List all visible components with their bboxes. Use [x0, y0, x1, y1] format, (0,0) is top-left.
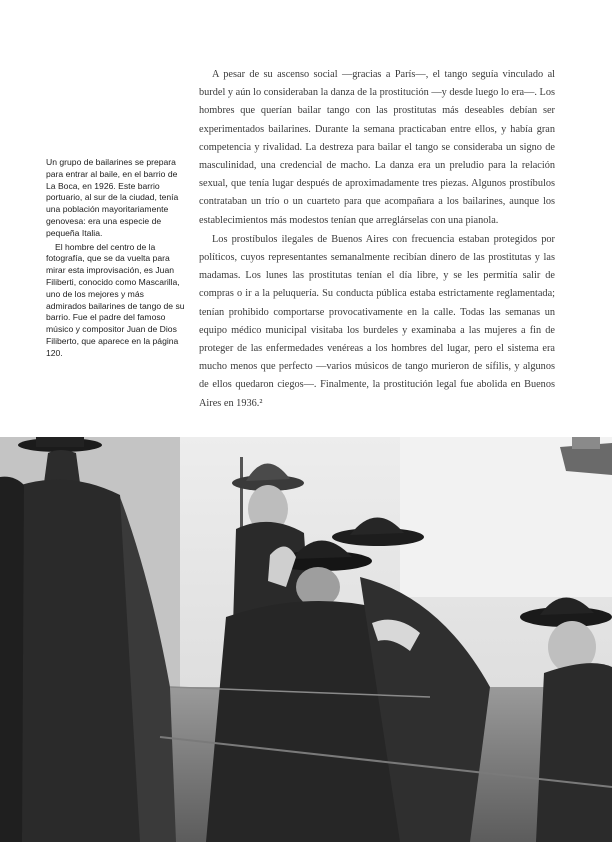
- caption-paragraph-2: El hombre del centro de la fotografía, que se da vuelta para mirar esta improvisación, es Juan Filiberti, conocido como Mascarilla, uno de los mejores y más admirados bailarines de tango de su barrio. Fue el padre del famoso músico y compositor Juan de Dios Filiberto, que aparece en la página 120.: [46, 241, 185, 358]
- caption-paragraph-1: Un grupo de bailarines se prepara para entrar al baile, en el barrio de La Boca, en 1926. Este barrio portuario, al sur de la ciudad, tenía una población mayoritariamente genovesa: era una especie de pequeña Italia.: [46, 157, 179, 238]
- body-paragraph-1: A pesar de su ascenso social —gracias a París—, el tango seguía vinculado al burdel y aún lo consideraban la danza de la prostitución —y desde luego lo era—. Los hombres que querían bailar tango con las prostitutas más deseables debían ser experimentados bailarines. Durante la semana practicaban entre ellos, y había gran competencia y rivalidad. La destreza para bailar el tango se consideraba un signo de masculinidad, una credencial de macho. La danza era un preludio para la relación sexual, que tenía lugar después de aproximadamente tres piezas. Algunos prostíbulos contrataban un trío o un cuarteto para que acompañara a los bailarines, aunque los establecimientos más modestos tenían que arreglárselas con una pianola.: [199, 69, 555, 226]
- main-text: [199, 66, 555, 413]
- body-paragraph-2: Los prostíbulos ilegales de Buenos Aires con frecuencia estaban protegidos por políticos, cuyos representantes semanalmente recibían dinero de las prostitutas y las madamas. Los lunes las prostitutas tenían el día libre, y se les permitía salir de compras o ir a la peluquería. Su conducta pública estaba estrictamente reglamentada; tenían prohibido comportarse provocativamente en la calle. Todas las semanas un equipo médico municipal visitaba los burdeles y examinaba a las mujeres a fin de proteger de las enfermedades venéreas a los hombres del lugar, pero el sistema era mucho menos que perfecto —varios músicos de tango murieron de sífilis, y algunos de ellos quedaron ciegos—. Finalmente, la prostitución legal fue abolida en Buenos Aires en 1936.²: [199, 233, 555, 409]
- photo-illustration: [0, 437, 612, 842]
- dancers-photograph: [0, 437, 612, 842]
- photo-caption: [46, 157, 186, 360]
